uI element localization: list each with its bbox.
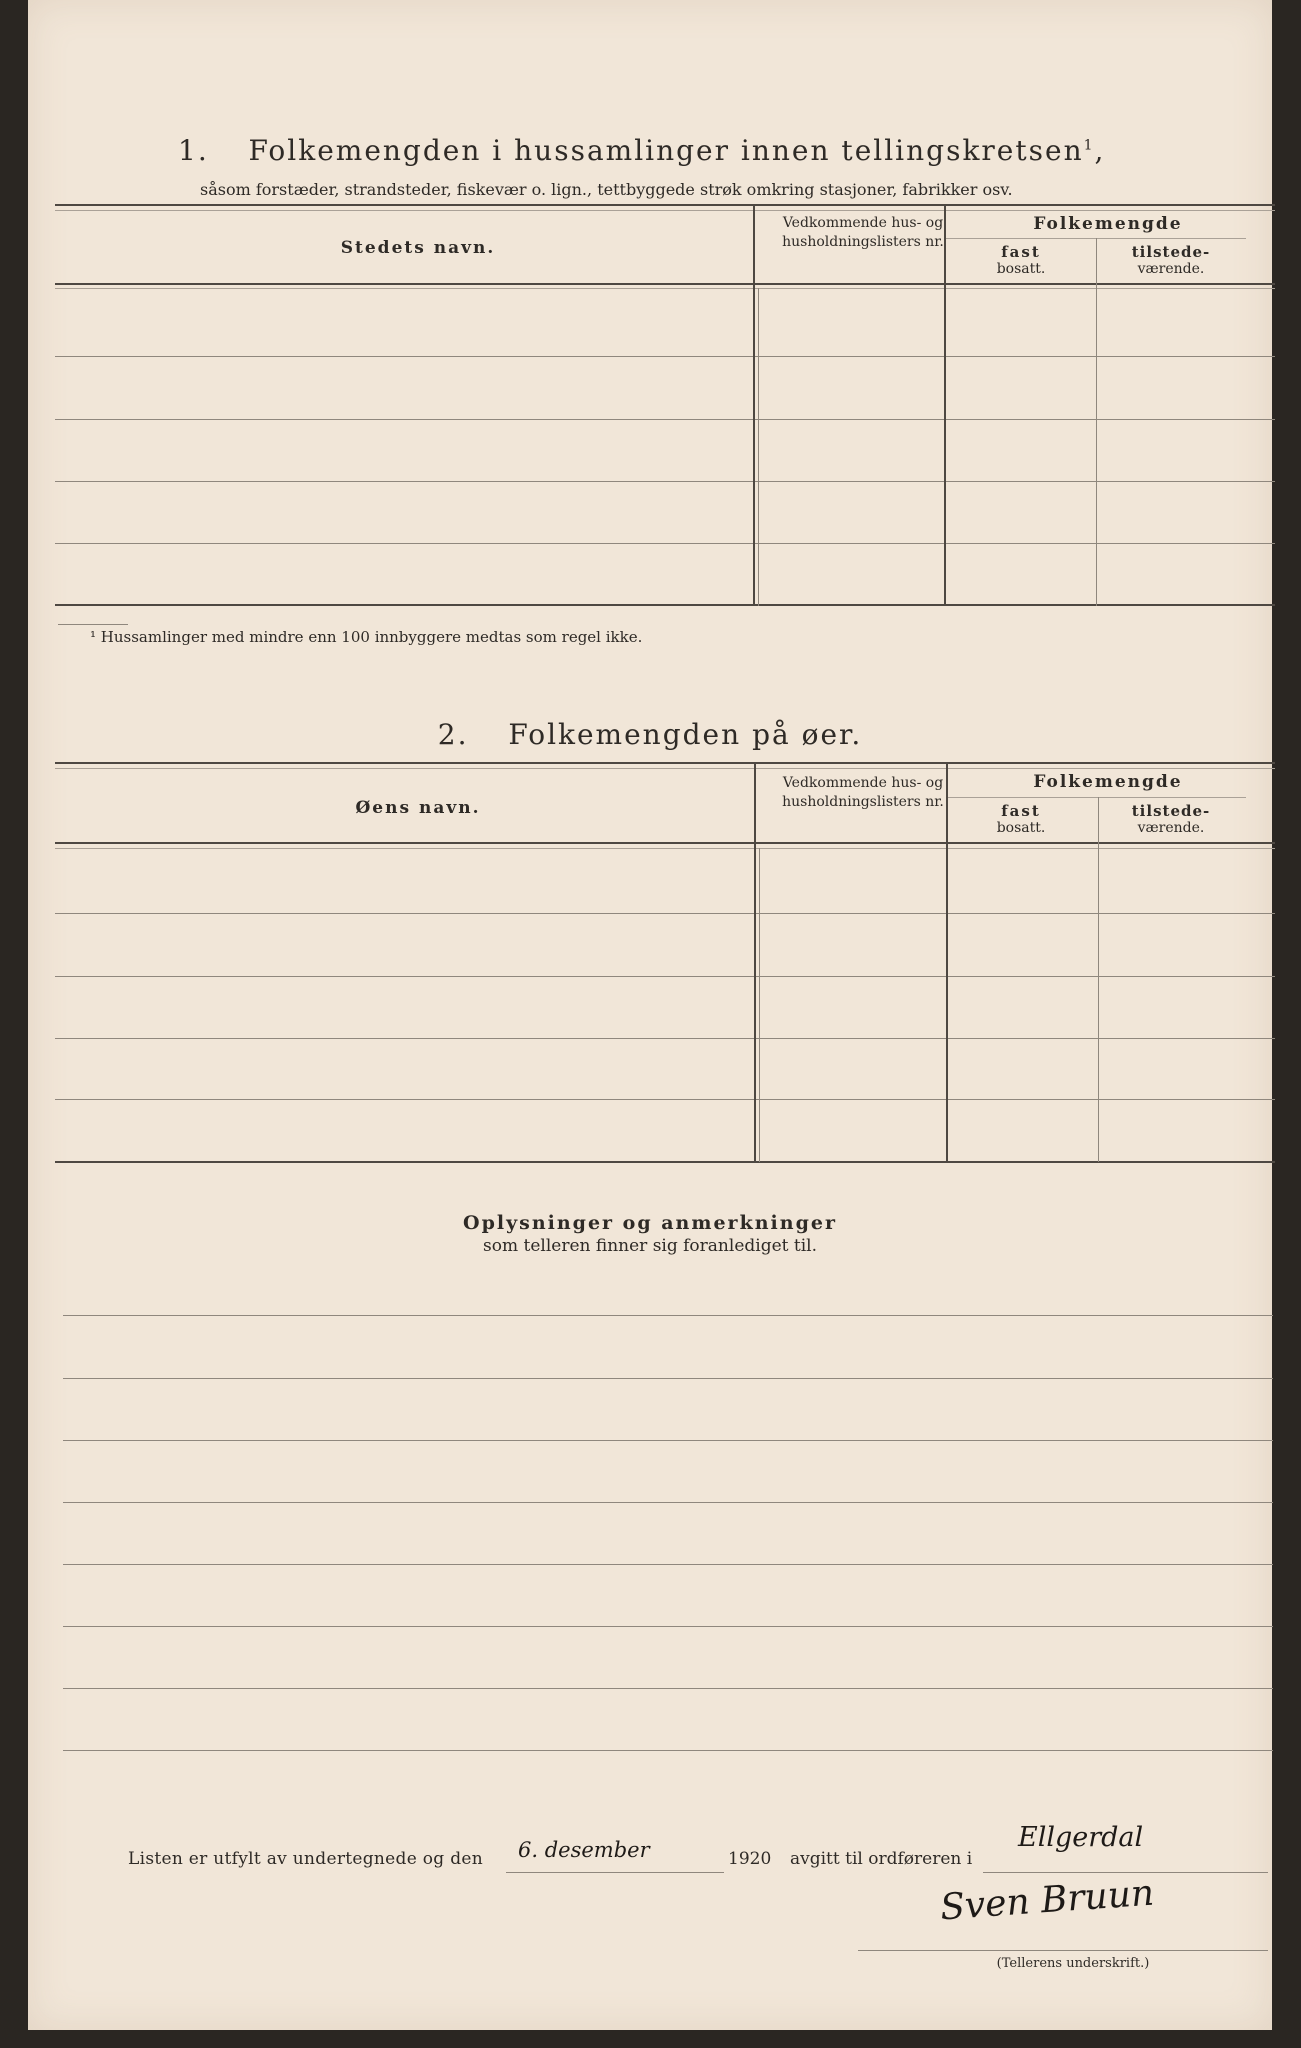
section2-row-line	[55, 1038, 1275, 1039]
signature-year: 1920	[728, 1849, 772, 1869]
section1-col-name: Stedets navn.	[340, 238, 496, 258]
section1-col-fast: fast bosatt.	[996, 243, 1046, 277]
census-form-page	[28, 0, 1272, 2030]
signature-caption: (Tellerens underskrift.)	[996, 1956, 1150, 1971]
section3-title: Oplysninger og anmerkninger	[463, 1212, 837, 1234]
section1-trailing-comma: ,	[1094, 134, 1106, 167]
section2-title	[28, 718, 1272, 751]
section1-footnote-mark: 1	[1083, 137, 1095, 154]
section2-number: 2.	[437, 718, 469, 751]
section2-heading: Folkemengden på øer.	[508, 718, 863, 751]
section1-col-pop: Folkemengde	[1033, 214, 1183, 234]
section1-footnote: ¹ Hussamlinger med mindre enn 100 innbyggere medtas som regel ikke.	[90, 628, 643, 646]
section1-row-line	[55, 419, 1275, 420]
section3-subtitle: som telleren finner sig foranlediget til.	[483, 1236, 817, 1256]
section1-col-list: Vedkommende hus- og husholdningslisters nr.	[782, 215, 944, 250]
signature-middle: avgitt til ordføreren i	[790, 1849, 973, 1869]
section1-top-rule	[55, 204, 1275, 206]
notes-line	[63, 1688, 1273, 1689]
notes-line	[63, 1378, 1273, 1379]
notes-line	[63, 1440, 1273, 1441]
signature-date: 6. desember	[518, 1838, 650, 1862]
section1-number: 1.	[178, 134, 209, 167]
notes-line	[63, 1502, 1273, 1503]
section2-col-list: Vedkommende hus- og husholdningslisters nr.	[782, 775, 944, 810]
section1-row-line	[55, 356, 1275, 357]
section2-row-line	[55, 1099, 1275, 1100]
section2-col-pop: Folkemengde	[1033, 772, 1183, 792]
section1-heading: Folkemengden i hussamlinger innen tellingskretsen	[248, 134, 1084, 167]
signature-prefix: Listen er utfylt av undertegnede og den	[128, 1849, 483, 1869]
section1-title	[178, 134, 1178, 167]
signature-place: Ellgerdal	[1018, 1822, 1144, 1853]
notes-line	[63, 1315, 1273, 1316]
section2-row-line	[55, 913, 1275, 914]
section1-row-line	[55, 481, 1275, 482]
notes-line	[63, 1564, 1273, 1565]
section2-bottom-rule	[55, 1161, 1275, 1163]
section1-bottom-rule	[55, 604, 1275, 606]
section1-subtitle: såsom forstæder, strandsteder, fiskevær o. lign., tettbyggede strøk omkring stasjoner, fabrikker osv.	[200, 180, 1013, 199]
section1-row-line	[55, 543, 1275, 544]
section2-col-tilstede: tilstede- værende.	[1131, 802, 1211, 836]
section2-col-name: Øens navn.	[355, 798, 481, 818]
section1-col-tilstede: tilstede- værende.	[1131, 243, 1211, 277]
notes-line	[63, 1750, 1273, 1751]
teller-signature: Sven Bruun	[938, 1872, 1156, 1929]
section2-col-fast: fast bosatt.	[996, 802, 1046, 836]
notes-line	[63, 1626, 1273, 1627]
section2-row-line	[55, 976, 1275, 977]
